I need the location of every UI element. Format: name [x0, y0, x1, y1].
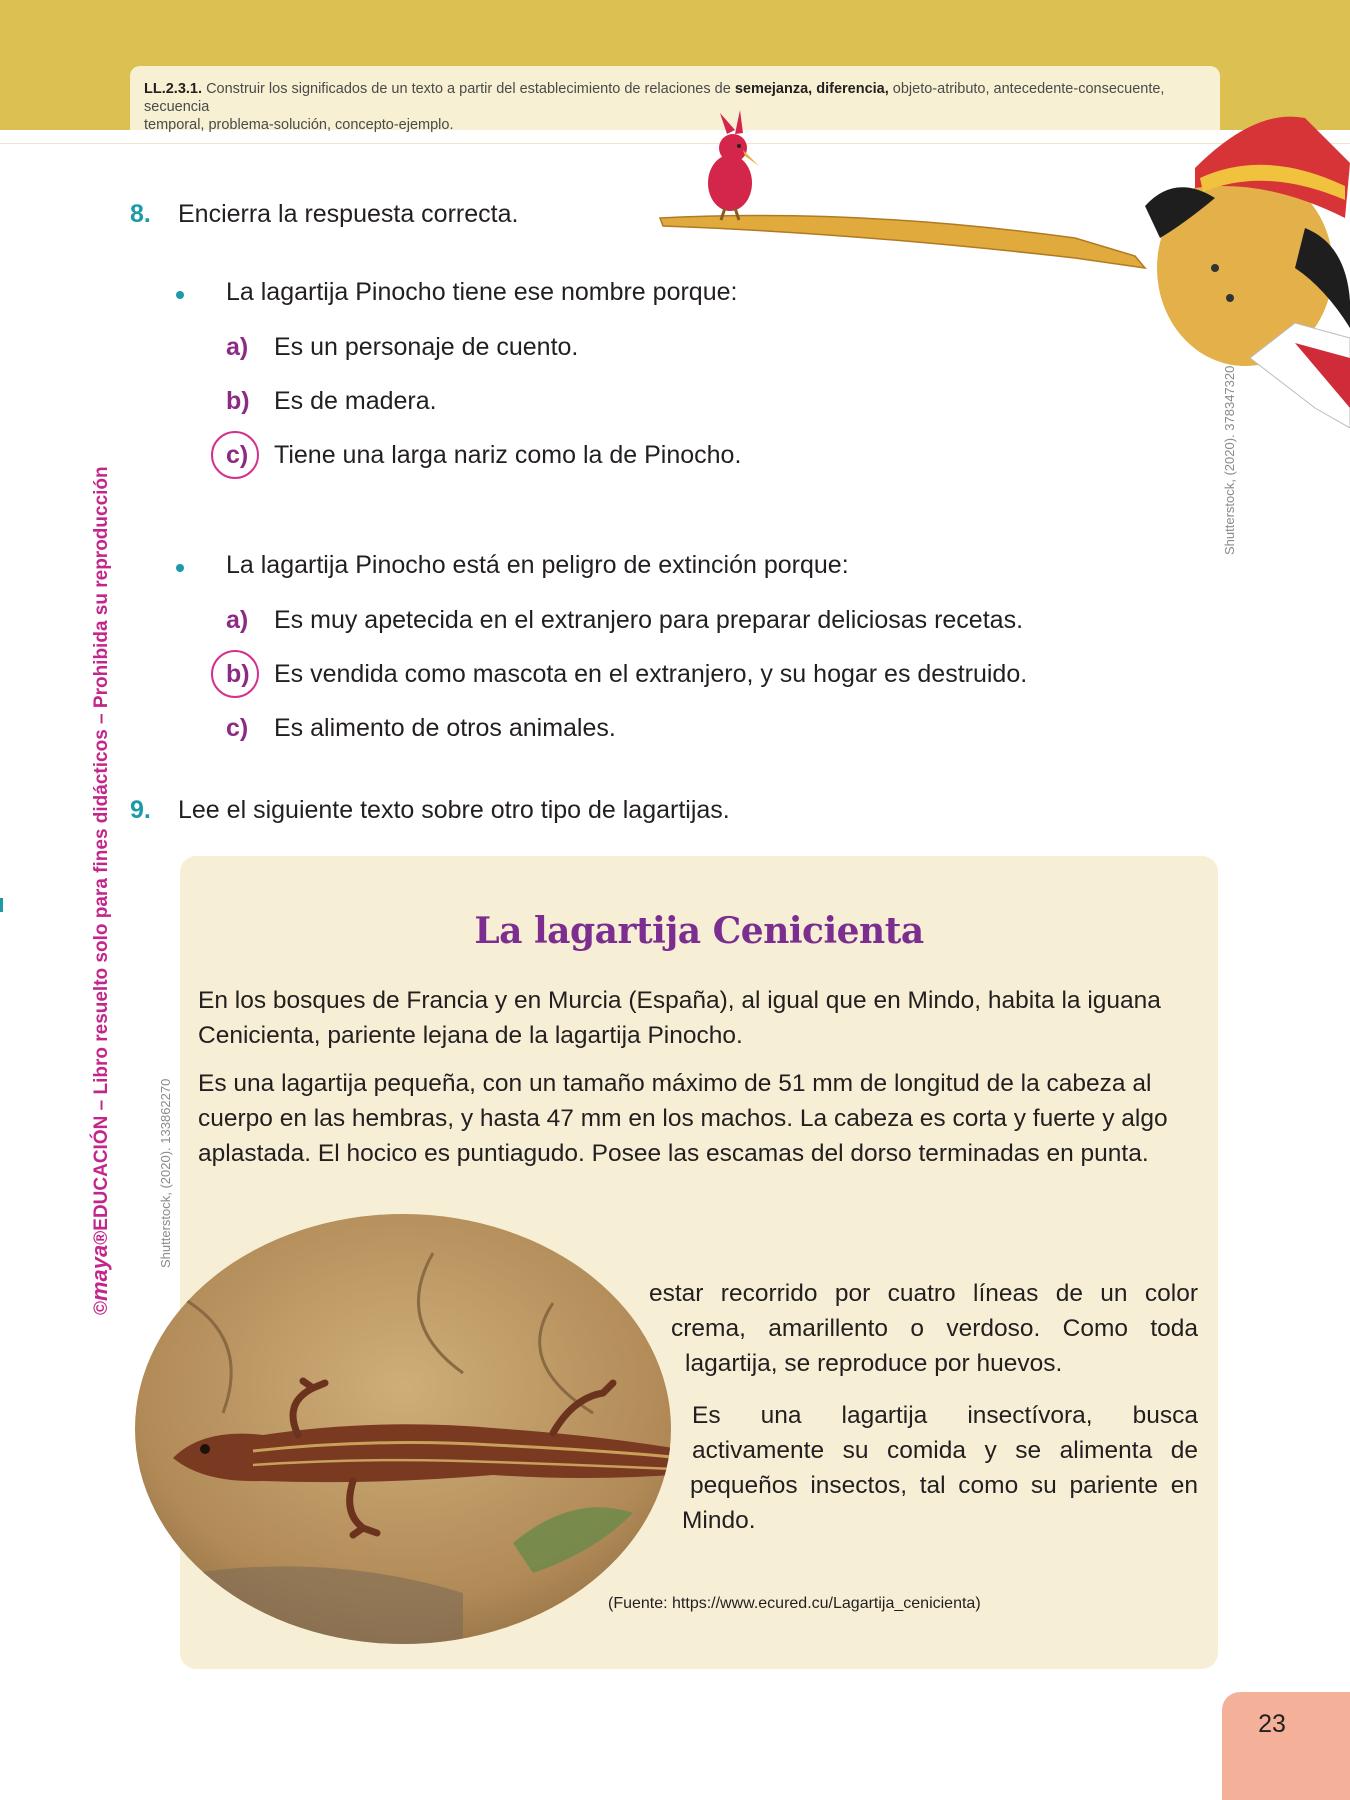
option-text: Es muy apetecida en el extranjero para preparar deliciosas recetas.	[274, 606, 1024, 634]
bullet-icon	[176, 291, 184, 299]
question-8-verb: Encierra	[178, 200, 272, 228]
side-tick	[0, 898, 3, 912]
text-line: lagartija, se reproduce por huevos.	[685, 1350, 1063, 1377]
option-text: Es alimento de otros animales.	[274, 714, 616, 742]
option-letter: a)	[226, 606, 249, 634]
text-line: estar recorrido por cuatro líneas de un color	[649, 1280, 1198, 1307]
item-prompt: La lagartija Pinocho tiene ese nombre porque:	[226, 278, 738, 306]
skill-bold-1: semejanza,	[734, 81, 813, 97]
text-line: crema, amarillento o verdoso. Como toda	[671, 1315, 1198, 1342]
option-letter: b)	[226, 387, 250, 415]
option-text: Es vendida como mascota en el extranjero, y su hogar es destruido.	[274, 660, 1028, 688]
page-number-tab	[1222, 1692, 1350, 1800]
question-9	[130, 796, 730, 825]
skill-text-1: Construir los significados de un texto a partir del establecimiento de relaciones de	[206, 81, 731, 97]
question-9-verb: Lee	[178, 796, 220, 824]
skill-bold-2: diferencia,	[816, 81, 889, 97]
question-8-number: 8.	[130, 200, 151, 228]
option-text: Tiene una larga nariz como la de Pinocho.	[274, 441, 742, 469]
question-8	[130, 200, 518, 229]
registered-mark: ®	[91, 1230, 112, 1245]
text-line: Cenicienta, pariente lejana de la lagartija Pinocho.	[198, 1022, 743, 1049]
question-8-instruction: la respuesta correcta.	[278, 200, 519, 228]
question-9-number: 9.	[130, 796, 151, 824]
image-credit-lizard: Shutterstock, (2020). 133862270	[158, 1078, 173, 1268]
option-letter: c)	[226, 441, 249, 469]
text-line: pequeños insectos, tal como su pariente en	[690, 1472, 1198, 1499]
text-line: Mindo.	[682, 1507, 756, 1534]
reading-title: La lagartija Cenicienta	[474, 910, 924, 952]
source-citation: (Fuente: https://www.ecured.cu/Lagartija_cenicienta)	[608, 1595, 981, 1612]
text-line: En los bosques de Francia y en Murcia (España), al igual que en Mindo, habita la iguana	[198, 987, 1161, 1014]
option-letter: a)	[226, 333, 249, 361]
copyright-symbol: ©	[91, 1301, 112, 1315]
bullet-icon	[176, 564, 184, 572]
text-line: aplastada. El hocico es puntiagudo. Posee las escamas del dorso terminadas en punta.	[198, 1140, 1149, 1167]
option-letter: c)	[226, 714, 249, 742]
text-line: Es una lagartija insectívora, busca	[692, 1402, 1198, 1429]
image-credit-top: Shutterstock, (2020). 378347320	[1222, 365, 1237, 555]
option-text: Es de madera.	[274, 387, 437, 415]
brand-logo: maya	[87, 1244, 112, 1301]
skill-text-3: temporal, problema-solución, concepto-ejemplo.	[144, 117, 454, 133]
option-letter: b)	[226, 660, 250, 688]
copyright-text: EDUCACIÓN – Libro resuelto solo para fines didácticos – Prohibida su reproducción	[91, 466, 112, 1231]
skill-code: LL.2.3.1.	[144, 81, 203, 97]
page-number: 23	[1258, 1710, 1286, 1738]
item-prompt: La lagartija Pinocho está en peligro de extinción porque:	[226, 551, 849, 579]
copyright-notice	[87, 466, 113, 1315]
text-line: Es una lagartija pequeña, con un tamaño máximo de 51 mm de longitud de la cabeza al	[198, 1070, 1152, 1097]
question-9-instruction: el siguiente texto sobre otro tipo de lagartijas.	[226, 796, 730, 824]
skill-text-2: objeto-atributo, antecedente-consecuente, secuencia	[144, 81, 1165, 115]
pinocchio-illustration	[655, 108, 1350, 428]
lizard-photo	[133, 1213, 673, 1646]
text-line: activamente su comida y se alimenta de	[692, 1437, 1198, 1464]
text-line: cuerpo en las hembras, y hasta 47 mm en los machos. La cabeza es corta y fuerte y algo	[198, 1105, 1168, 1132]
bird-icon	[708, 110, 759, 220]
option-text: Es un personaje de cuento.	[274, 333, 579, 361]
